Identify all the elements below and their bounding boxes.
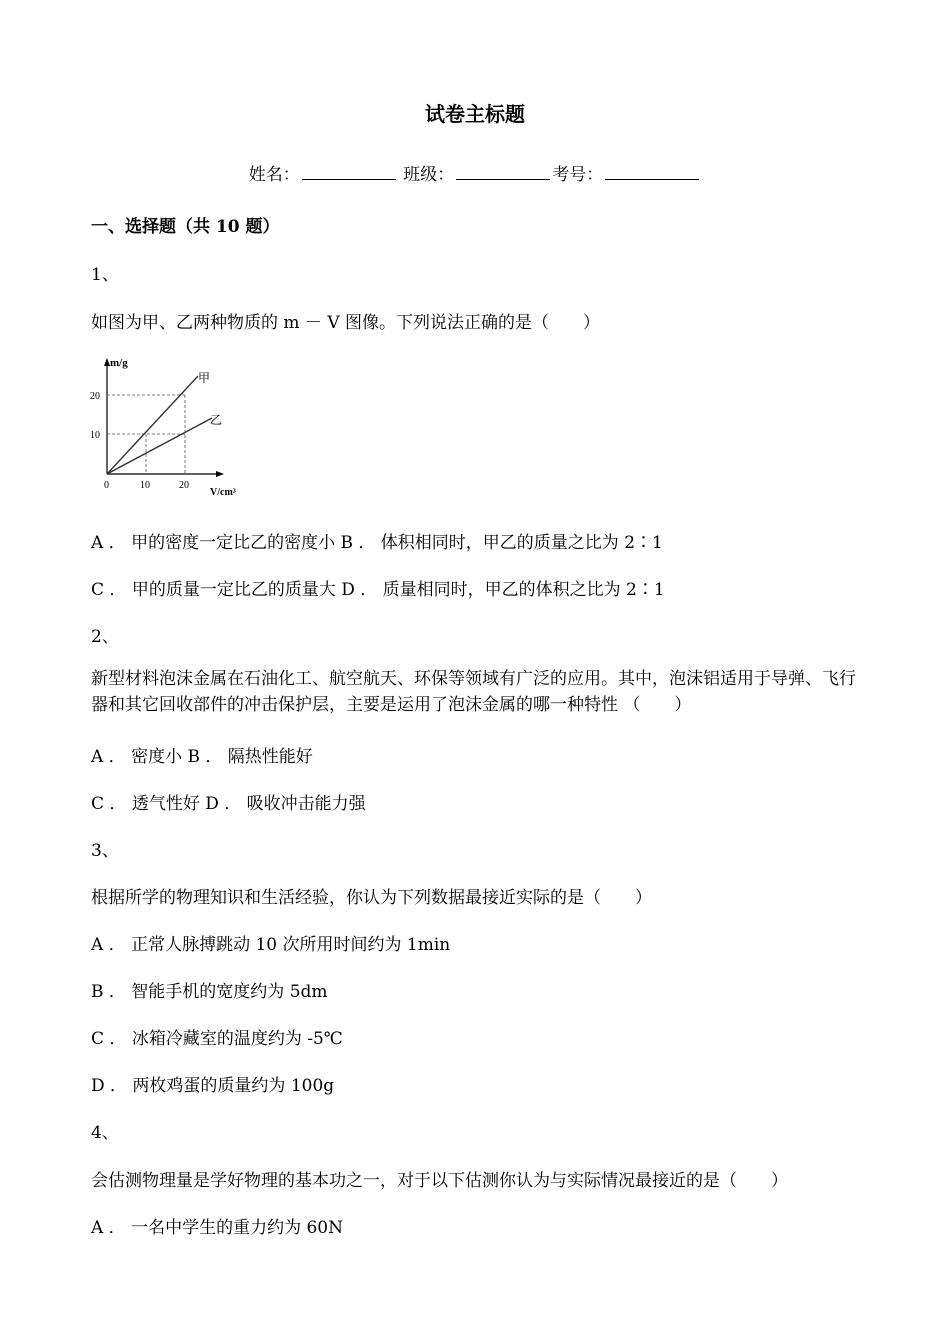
series-yi-label: 乙 <box>210 413 223 427</box>
question-option: C ． 甲的质量一定比乙的质量大 D ． 质量相同时，甲乙的体积之比为 2∶1 <box>91 580 665 600</box>
exam-label: 考号： <box>552 165 604 185</box>
question-option: D ． 两枚鸡蛋的质量约为 100g <box>91 1076 335 1096</box>
question-stem: 如图为甲、乙两种物质的 m － V 图像。下列说法正确的是（ ） <box>91 313 601 333</box>
y-axis-label: m/g <box>110 357 128 369</box>
question-option: B ． 智能手机的宽度约为 5dm <box>91 982 328 1002</box>
question-number: 4、 <box>91 1123 119 1143</box>
question-option: C ． 冰箱冷藏室的温度约为 -5℃ <box>91 1029 343 1049</box>
question-option: A ． 正常人脉搏跳动 10 次所用时间约为 1min <box>91 935 451 955</box>
series-jia-label: 甲 <box>198 371 211 385</box>
y-tick-10: 10 <box>90 430 100 441</box>
name-blank <box>302 165 396 180</box>
question-stem: 新型材料泡沫金属在石油化工、航空航天、环保等领域有广泛的应用。其中，泡沫铝适用于导弹、飞行器和其它回收部件的冲击保护层，主要是运用了泡沫金属的哪一种特性 （ ） <box>91 669 856 715</box>
mass-volume-graph <box>90 352 260 502</box>
question-stem: 根据所学的物理知识和生活经验，你认为下列数据最接近实际的是（ ） <box>91 888 652 908</box>
student-info <box>0 160 950 185</box>
x-tick-10: 10 <box>140 480 150 491</box>
x-tick-0: 0 <box>104 480 109 491</box>
page-title: 试卷主标题 <box>425 102 525 126</box>
question-stem: 会估测物理量是学好物理的基本功之一，对于以下估测你认为与实际情况最接近的是（ ） <box>91 1171 788 1191</box>
question-option: C ． 透气性好 D ． 吸收冲击能力强 <box>91 794 366 814</box>
series-yi-line <box>107 418 212 474</box>
question-number: 1、 <box>91 265 119 285</box>
question-option: A ． 甲的密度一定比乙的密度小 B ． 体积相同时，甲乙的质量之比为 2∶1 <box>91 533 663 553</box>
exam-blank <box>605 165 699 180</box>
x-axis-arrow <box>216 471 224 477</box>
class-blank <box>456 165 550 180</box>
section-title: 一、选择题（共 10 题） <box>91 217 280 237</box>
question-option: A ． 密度小 B ． 隔热性能好 <box>91 747 313 767</box>
y-tick-20: 20 <box>90 391 100 402</box>
class-label: 班级： <box>403 165 455 185</box>
x-tick-20: 20 <box>179 480 189 491</box>
series-jia-line <box>107 376 198 474</box>
name-label: 姓名： <box>248 165 300 185</box>
question-number: 3、 <box>91 841 119 861</box>
question-option: A ． 一名中学生的重力约为 60N <box>91 1218 343 1238</box>
question-number: 2、 <box>91 627 119 647</box>
x-axis-label: V/cm³ <box>210 487 236 498</box>
